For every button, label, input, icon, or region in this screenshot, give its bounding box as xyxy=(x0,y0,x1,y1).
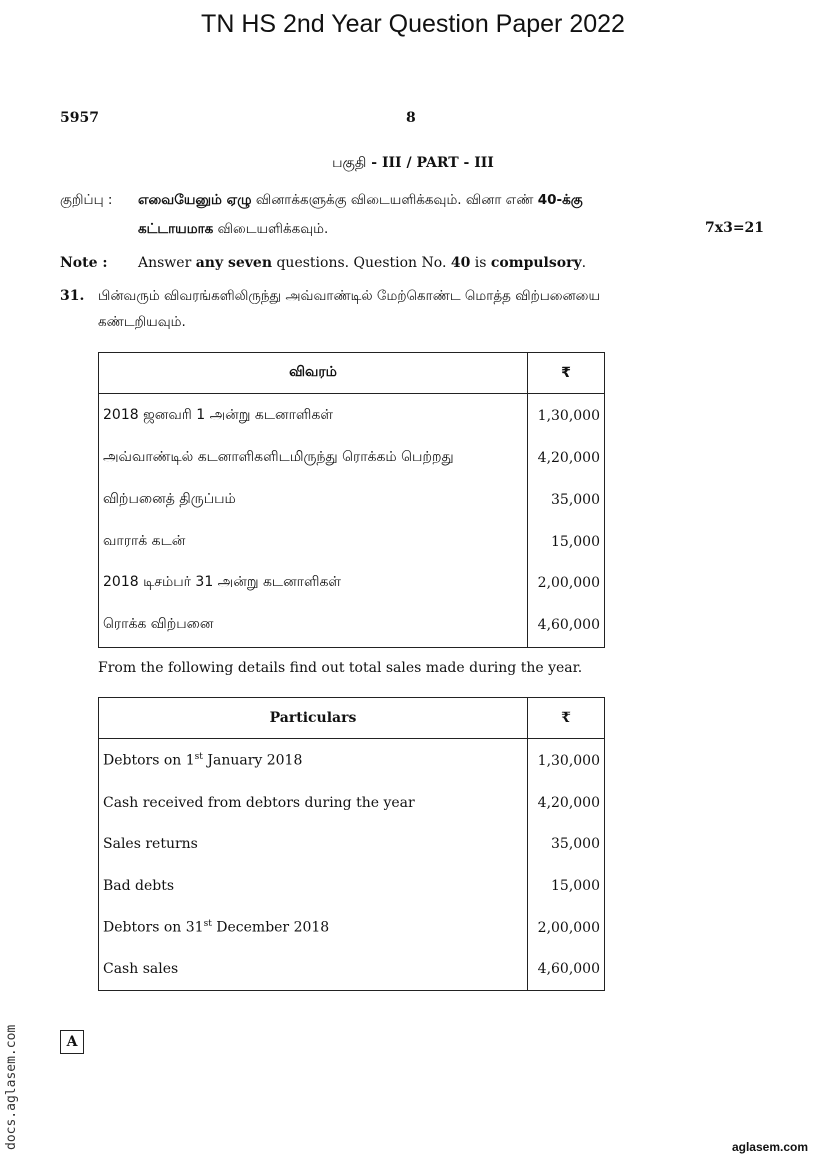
table-row xyxy=(99,478,605,522)
particulars-table-tamil xyxy=(98,352,605,648)
note-en-any-seven: any seven xyxy=(195,255,273,271)
question-number: 31. xyxy=(60,288,85,304)
note-tamil-text2: விடையளிக்கவும். xyxy=(213,221,329,237)
note-en-t4: . xyxy=(581,255,587,271)
note-en-40: 40 xyxy=(450,255,471,271)
note-tamil-bold-compulsory: கட்டாயமாக xyxy=(138,221,214,237)
table-cell-particular: Cash sales xyxy=(99,949,528,991)
table-en-header-particulars: Particulars xyxy=(99,698,528,739)
table-cell-particular: Bad debts xyxy=(99,865,528,907)
note-en-compulsory: compulsory xyxy=(490,255,582,271)
note-tamil-bold-40: 40-க்கு xyxy=(537,192,583,208)
question-tamil-line1: பின்வரும் விவரங்களிலிருந்து அவ்வாண்டில் மேற்கொண்ட மொத்த விற்பனையை xyxy=(98,288,601,304)
paper-code: 5957 xyxy=(60,110,99,126)
row5-post: December 2018 xyxy=(211,919,330,936)
table-row xyxy=(99,823,605,865)
table-row xyxy=(99,739,605,783)
table-cell-particular: Cash received from debtors during the year xyxy=(99,783,528,823)
table-cell-particular: அவ்வாண்டில் கடனாளிகளிடமிருந்து ரொக்கம் பெற்றது xyxy=(99,438,528,478)
question-tamil-line2: கண்டறியவும். xyxy=(98,314,186,330)
table-cell-amount: 4,60,000 xyxy=(528,949,605,991)
table-cell-particular: Sales returns xyxy=(99,823,528,865)
table-row xyxy=(99,522,605,562)
table-cell-particular: 2018 டிசம்பர் 31 அன்று கடனாளிகள் xyxy=(99,562,528,604)
note-tamil-line1 xyxy=(138,192,758,210)
table-cell-amount: 15,000 xyxy=(528,522,605,562)
row1-pre: Debtors on 1 xyxy=(103,753,195,770)
table-row xyxy=(99,562,605,604)
table-row xyxy=(99,438,605,478)
question-english-text: From the following details find out total sales made during the year. xyxy=(98,660,583,676)
footer-site-name: aglasem.com xyxy=(731,1140,808,1154)
booklet-type-box: A xyxy=(60,1030,84,1054)
table-cell-amount: 15,000 xyxy=(528,865,605,907)
table-cell-amount: 1,30,000 xyxy=(528,739,605,783)
part-heading xyxy=(0,155,826,173)
table-cell-amount: 35,000 xyxy=(528,823,605,865)
note-english-label: Note : xyxy=(60,255,108,271)
table-en-header-amount: ₹ xyxy=(528,698,605,739)
table-cell-particular: ரொக்க விற்பனை xyxy=(99,604,528,648)
page-number: 8 xyxy=(406,110,416,126)
table-row xyxy=(99,604,605,648)
particulars-table-english xyxy=(98,697,605,991)
table-cell-amount: 1,30,000 xyxy=(528,394,605,438)
table-cell-particular: வாராக் கடன் xyxy=(99,522,528,562)
part-heading-english: - III / PART - III xyxy=(366,155,494,171)
part-heading-tamil: பகுதி xyxy=(332,155,367,171)
marks-allocation: 7x3=21 xyxy=(705,220,765,236)
table-cell-amount: 2,00,000 xyxy=(528,907,605,949)
note-en-t2: questions. Question No. xyxy=(272,255,451,271)
note-tamil-label: குறிப்பு : xyxy=(60,192,113,208)
table-cell-amount: 4,20,000 xyxy=(528,438,605,478)
note-english-text xyxy=(138,255,586,271)
row5-pre: Debtors on 31 xyxy=(103,919,204,936)
note-tamil-text1: வினாக்களுக்கு விடையளிக்கவும். வினா எண் xyxy=(251,192,538,208)
table-cell-particular xyxy=(99,907,528,949)
table-cell-particular xyxy=(99,739,528,783)
table-row xyxy=(99,949,605,991)
table-cell-amount: 4,20,000 xyxy=(528,783,605,823)
table-cell-particular: விற்பனைத் திருப்பம் xyxy=(99,478,528,522)
side-watermark: docs.aglasem.com xyxy=(4,1024,19,1150)
table-row xyxy=(99,865,605,907)
table-row xyxy=(99,907,605,949)
row1-sup: st xyxy=(194,752,203,763)
page-banner-title: TN HS 2nd Year Question Paper 2022 xyxy=(201,10,625,38)
note-tamil-bold-any-seven: எவையேனும் ஏழு xyxy=(138,192,252,208)
table-row xyxy=(99,783,605,823)
note-en-t1: Answer xyxy=(138,255,196,271)
note-tamil-line2 xyxy=(138,221,328,239)
note-en-t3: is xyxy=(470,255,491,271)
table-cell-amount: 2,00,000 xyxy=(528,562,605,604)
table-ta-header-amount: ₹ xyxy=(528,353,605,394)
table-cell-amount: 4,60,000 xyxy=(528,604,605,648)
table-cell-particular: 2018 ஜனவரி 1 அன்று கடனாளிகள் xyxy=(99,394,528,438)
row5-sup: st xyxy=(203,919,212,930)
table-ta-header-particulars: விவரம் xyxy=(99,353,528,394)
row1-post: January 2018 xyxy=(202,753,303,770)
table-row xyxy=(99,394,605,438)
table-cell-amount: 35,000 xyxy=(528,478,605,522)
